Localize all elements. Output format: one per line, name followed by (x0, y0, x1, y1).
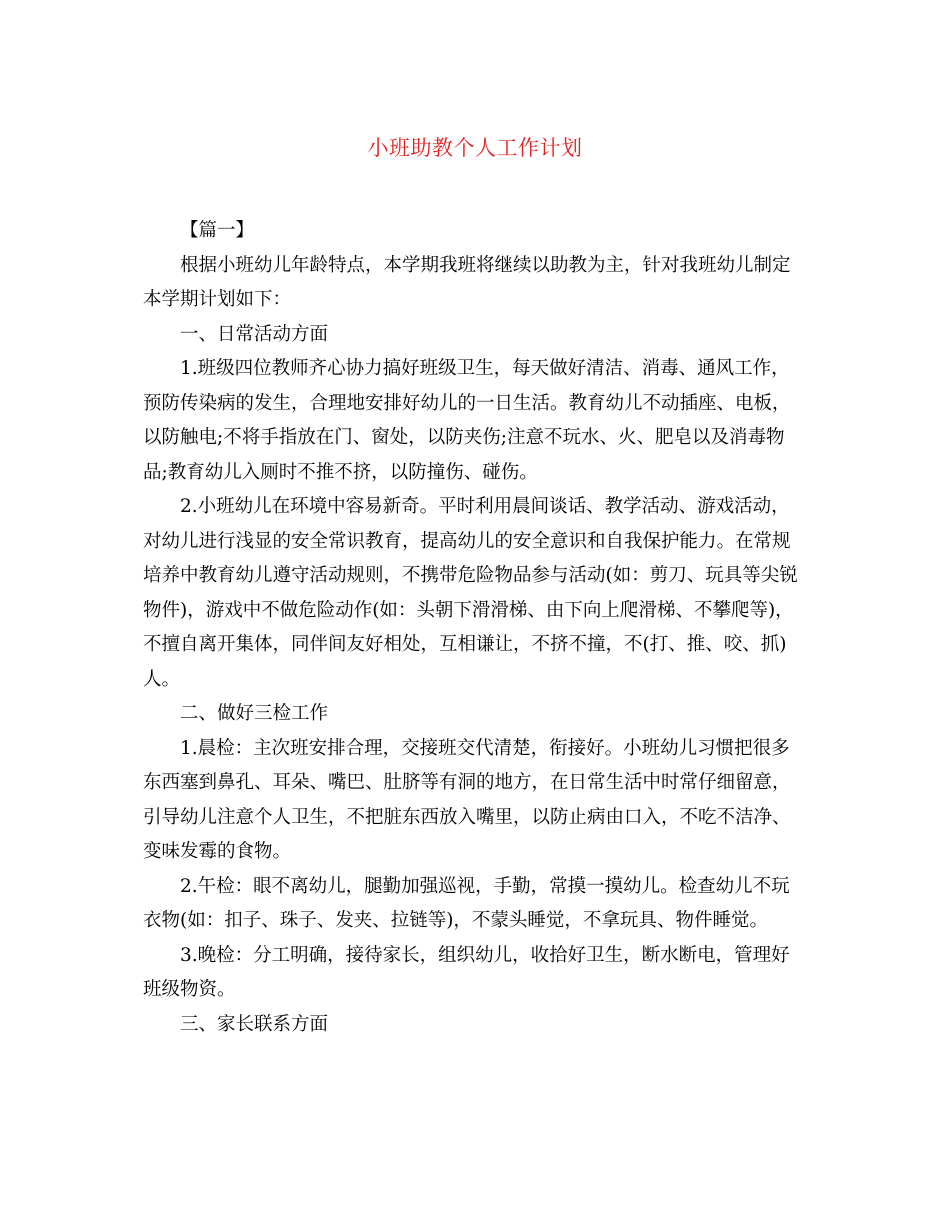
section-heading-part-one: 【篇一】 (180, 220, 255, 241)
intro-paragraph: 根据小班幼儿年龄特点，本学期我班将继续以助教为主，针对我班幼儿制定本学期计划如下： (143, 254, 791, 310)
section-heading-three-checks: 二、做好三检工作 (180, 703, 329, 724)
section-heading-parent-contact: 三、家长联系方面 (180, 1013, 329, 1035)
paragraph-hygiene-safety: 1.班级四位教师齐心协力搞好班级卫生，每天做好清洁、消毒、通风工作，预防传染病的发生，合理地安排好幼儿的一日生活。教育幼儿不动插座、电板，以防触电;不将手指放在门、窗处，以防夹伤;注意不玩水、火、肥皂以及消毒物品;教育幼儿入厕时不推不挤，以防撞伤、碰伤。 (143, 358, 791, 483)
document-body (143, 214, 807, 1042)
paragraph-morning-check: 1.晨检：主次班安排合理，交接班交代清楚，衔接好。小班幼儿习惯把很多东西塞到鼻孔、耳朵、嘴巴、肚脐等有洞的地方，在日常生活中时常仔细留意，引导幼儿注意个人卫生，不把脏东西放入嘴里，以防止病由口入，不吃不洁净、变味发霉的食物。 (143, 737, 791, 862)
paragraph-safety-education: 2.小班幼儿在环境中容易新奇。平时利用晨间谈话、教学活动、游戏活动，对幼儿进行浅显的安全常识教育，提高幼儿的安全意识和自我保护能力。在常规培养中教育幼儿遵守活动规则，不携带危险物品参与活动(如：剪刀、玩具等尖锐物件)，游戏中不做危险动作(如：头朝下滑滑梯、由下向上爬滑梯、不攀爬等)，不擅自离开集体，同伴间友好相处，互相谦让，不挤不撞，不(打、推、咬、抓)人。 (143, 496, 798, 690)
document-title: 小班助教个人工作计划 (367, 136, 583, 160)
paragraph-evening-check: 3.晚检：分工明确，接待家长，组织幼儿，收拾好卫生，断水断电，管理好班级物资。 (143, 944, 790, 1000)
section-heading-daily-activities: 一、日常活动方面 (180, 323, 329, 345)
paragraph-noon-check: 2.午检：眼不离幼儿，腿勤加强巡视，手勤，常摸一摸幼儿。检查幼儿不玩衣物(如：扣子、珠子、发夹、拉链等)，不蒙头睡觉，不拿玩具、物件睡觉。 (143, 875, 790, 931)
